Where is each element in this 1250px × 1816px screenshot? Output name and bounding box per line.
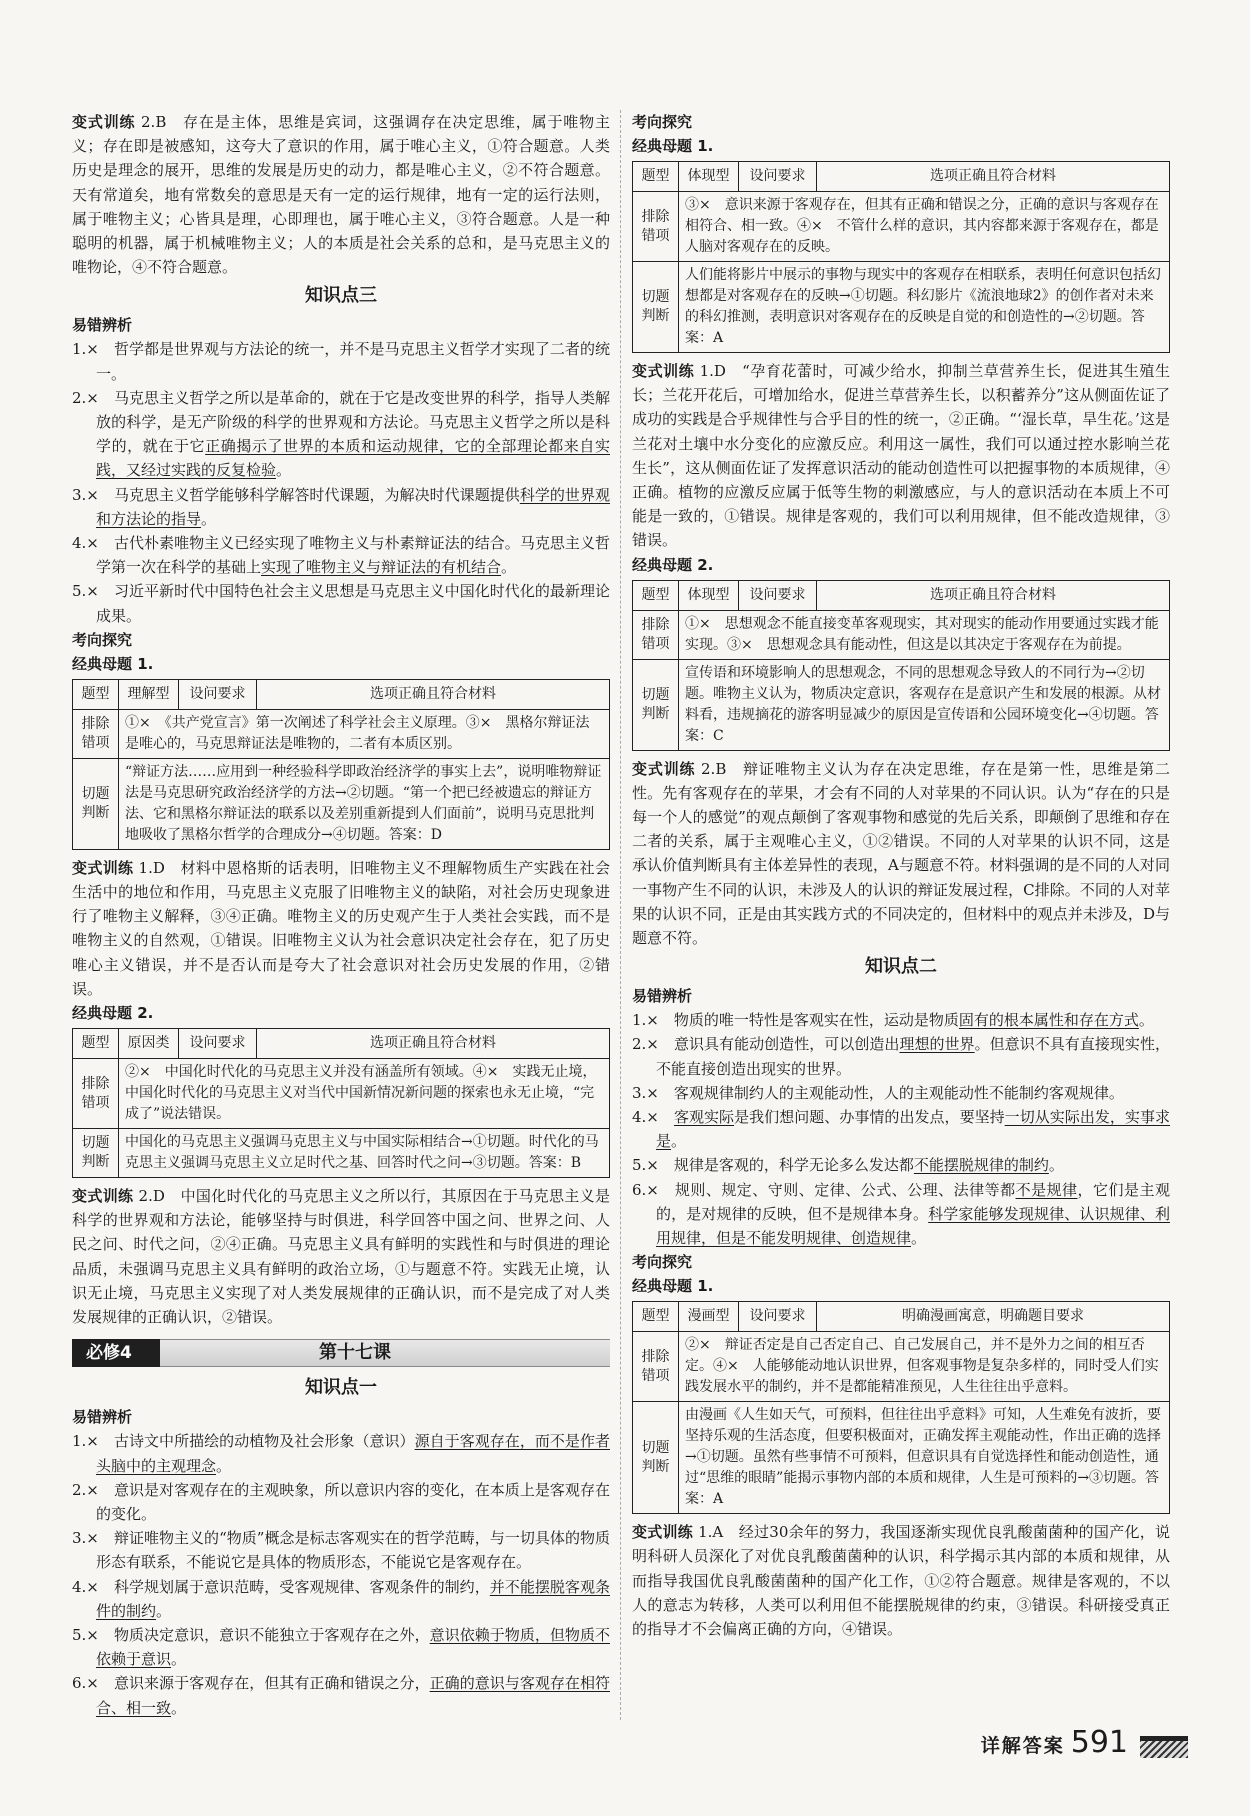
question-label: 经典母题 1. [632, 1277, 714, 1296]
question-label: 经典母题 1. [72, 654, 154, 673]
page-number: 591 [1070, 1725, 1128, 1760]
question-label: 经典母题 2. [632, 555, 714, 574]
banner-tag: 必修4 [72, 1339, 160, 1367]
list-item: 1.× 物质的唯一特性是客观实在性，运动是物质固有的根本属性和存在方式。 [632, 1011, 1154, 1030]
subsection-label: 易错辨析 [72, 1408, 133, 1427]
section-heading: 知识点三 [305, 285, 377, 307]
page-footer [980, 1725, 1188, 1760]
section-heading: 知识点一 [305, 1377, 377, 1399]
analysis-table: 题型 原因类 设问要求 选项正确且符合材料 排除错项 ②× 中国化时代化的马克思主义并没有涵盖所有领域。④× 实践无止境，中国化时代化的马克思主义对当代中国新情况新问题的探索也永无止境，“完成了”说法错误。 切题判断 中国化的马克思主义强调马克思主义与中国实际相结合→①切题。时代化的马克思主义强调马克思主义立足时代之基、回答时代之问→③切题。答案：B [72, 1028, 610, 1178]
list-item: 5.× 规律是客观的，科学无论多么发达都不能摆脱规律的制约。 [632, 1156, 1064, 1175]
exercise-answer: 变式训练 2.D 中国化时代化的马克思主义之所以行，其原因在于马克思主义是科学的世界观和方法论，能够坚持与时俱进，科学回答中国之问、世界之问、人民之问、时代之问，②④正确。马克思主义具有鲜明的实践性和与时俱进的理论品质，未强调马克思主义具有鲜明的政治立场，①与题意不符。实践无止境，认识无止境，马克思主义实现了对人类发展规律的正确认识，而不是完成了对人类发展规律的正确认识，②错误。 [72, 1187, 610, 1327]
analysis-table: 题型 理解型 设问要求 选项正确且符合材料 排除错项 ①× 《共产党宣言》第一次阐述了科学社会主义原理。③× 黑格尔辩证法是唯心的，马克思辩证法是唯物的，二者有本质区别。 切题判断 “辩证方法……应用到一种经验科学即政治经济学的事实上去”，说明唯物辩证法是马克思研究政治经济学的方法→②切题。“第一个把已经被遗忘的辩证方法、它和黑格尔辩证法的联系以及差别重新提到人们面前”，说明马克思批判地吸收了黑格尔哲学的合理成分→④切题。答案：D [72, 679, 610, 850]
analysis-table: 题型 体现型 设问要求 选项正确且符合材料 排除错项 ①× 思想观念不能直接变革客观现实，其对现实的能动作用要通过实践才能实现。③× 思想观念具有能动性，但这是以其决定于客观存在为前提。 切题判断 宣传语和环境影响人的思想观念，不同的思想观念导致人的不同行为→②切题。唯物主义认为，物质决定意识，客观存在是意识产生和发展的根源。从材料看，违规摘花的游客明显减少的原因是宣传语和公园环境变化→④切题。答案：C [632, 580, 1170, 751]
list-item: 2.× 意识是对客观存在的主观映象，所以意识内容的变化，在本质上是客观存在的变化。 [72, 1480, 610, 1523]
exercise-answer: 变式训练 2.B 辩证唯物主义认为存在决定思维，存在是第一性，思维是第二性。先有客观存在的苹果，才会有不同的人对苹果的不同认识。认为“存在的只是每一个人的感觉”的观点颠倒了客观事物和感觉的先后关系，即颠倒了思维和存在二者的关系，属于主观唯心主义，①②错误。不同的人对苹果的认识不同，这是承认价值判断具有主体差异性的表现，A与题意不符。材料强调的是不同的人对同一事物产生不同的认识，未涉及人的认识的辩证发展过程，C排除。不同的人对苹果的认识不同，正是由其实践方式的不同决定的，但材料中的观点并未涉及，D与题意不符。 [632, 759, 1170, 948]
answer-label: 变式训练 [72, 113, 136, 131]
error-analysis-list [632, 1008, 1170, 1250]
footer-decoration [1140, 1736, 1188, 1758]
subsection-label: 考向探究 [72, 630, 133, 649]
analysis-table: 题型 体现型 设问要求 选项正确且符合材料 排除错项 ③× 意识来源于客观存在，但其有正确和错误之分，正确的意识与客观存在相符合、相一致。④× 不管什么样的意识，其内容都来源于客观存在，都是人脑对客观存在的反映。 切题判断 人们能将影片中展示的事物与现实中的客观存在相联系，表明任何意识包括幻想都是对客观存在的反映→①切题。科幻影片《流浪地球2》的创作者对未来的科幻推测，表明意识对客观存在的反映是自觉的和创造性的→②切题。答案：A [632, 161, 1170, 353]
list-item: 2.× 意识具有能动创造性，可以创造出理想的世界。但意识不具有直接现实性，不能直接创造出现实的世界。 [632, 1035, 1170, 1078]
exercise-answer: 变式训练 1.D “孕育花蕾时，可减少给水，抑制兰草营养生长，促进其生殖生长；兰花开花后，可增加给水，促进兰草营养生长，以积蓄养分”这从侧面佐证了成功的实践是合乎规律性与合乎目的性的统一，②正确。“‘湿长草，旱生花。’这是兰花对土壤中水分变化的应激反应。利用这一属性，我们可以通过控水影响兰花生长”，这从侧面佐证了发挥意识活动的能动创造性可以把握事物的本质规律，④正确。植物的应激反应属于低等生物的刺激感应，与人的意识活动在本质上不可能是一致的，①错误。规律是客观的，我们可以利用规律，但不能改造规律，③错误。 [632, 362, 1170, 550]
left-column [72, 110, 610, 1720]
list-item: 6.× 规则、规定、守则、定律、公式、公理、法律等都不是规律，它们是主观的，是对规律的反映，但不是规律本身。科学家能够发现规律、认识规律、利用规律，但是不能发明规律、创造规律。 [632, 1180, 1170, 1248]
column-divider [620, 110, 621, 1720]
exercise-answer: 变式训练 1.A 经过30余年的努力，我国逐渐实现优良乳酸菌菌种的国产化，说明科研人员深化了对优良乳酸菌菌种的认识，科学揭示其内部的本质和规律，从而指导我国优良乳酸菌菌种的国产化工作，①②符合题意。规律是客观的，不以人的意志为转移，人类可以利用但不能摆脱规律的约束，③错误。科研接受真正的指导才不会偏离正确的方向，④错误。 [632, 1523, 1170, 1639]
list-item: 6.× 意识来源于客观存在，但其有正确和错误之分，正确的意识与客观存在相符合、相一致。 [72, 1674, 610, 1717]
subsection-label: 易错辨析 [632, 987, 693, 1006]
exercise-answer [72, 110, 610, 279]
question-label: 经典母题 2. [72, 1004, 154, 1023]
list-item: 1.× 哲学都是世界观与方法论的统一，并不是马克思主义哲学才实现了二者的统一。 [72, 340, 610, 383]
footer-label: 详解答案 [980, 1734, 1065, 1757]
question-label: 经典母题 1. [632, 137, 714, 155]
exercise-answer: 变式训练 1.D 材料中恩格斯的话表明，旧唯物主义不理解物质生产实践在社会生活中的地位和作用，马克思主义克服了旧唯物主义的缺陷，对社会历史现象进行了唯物主义解释，③④正确。唯物主义的历史观产生于人类社会实践，而不是唯物主义的自然观，①错误。旧唯物主义认为社会意识决定社会存在，犯了历史唯心主义错误，并不是否认而是夸大了社会意识对社会历史发展的作用，②错误。 [72, 858, 610, 998]
list-item: 3.× 马克思主义哲学能够科学解答时代课题，为解决时代课题提供科学的世界观和方法论的指导。 [72, 485, 610, 528]
list-item: 4.× 科学规划属于意识范畴，受客观规律、客观条件的制约，并不能摆脱客观条件的制约。 [72, 1577, 610, 1620]
list-item: 4.× 古代朴素唯物主义已经实现了唯物主义与朴素辩证法的结合。马克思主义哲学第一次在科学的基础上实现了唯物主义与辩证法的有机结合。 [72, 534, 610, 577]
list-item: 2.× 马克思主义哲学之所以是革命的，就在于它是改变世界的科学，指导人类解放的科学，是无产阶级的科学的世界观和方法论。马克思主义哲学之所以是科学的，就在于它正确揭示了世界的本质和运动规律，它的全部理论都来自实践，又经过实践的反复检验。 [72, 388, 610, 480]
subsection-label: 易错辨析 [72, 316, 133, 335]
error-analysis-list [72, 1429, 610, 1719]
lesson-banner [72, 1339, 610, 1367]
list-item: 4.× 客观实际是我们想问题、办事情的出发点，要坚持一切从实际出发，实事求是。 [632, 1108, 1170, 1151]
section-heading: 知识点二 [865, 956, 937, 978]
subsection-label: 考向探究 [632, 1253, 693, 1272]
banner-title: 第十七课 [319, 1342, 391, 1364]
error-analysis-list [72, 337, 610, 627]
subsection-label: 考向探究 [632, 113, 693, 131]
list-item: 1.× 古诗文中所描绘的动植物及社会形象（意识）源自于客观存在，而不是作者头脑中的主观理念。 [72, 1432, 610, 1475]
list-item: 3.× 客观规律制约人的主观能动性，人的主观能动性不能制约客观规律。 [632, 1083, 1124, 1102]
answer-text: 2.B 存在是主体，思维是宾词，这强调存在决定思维，属于唯物主义；存在即是被感知，这夸大了意识的作用，属于唯心主义，①符合题意。人类历史是理念的展开，思维的发展是历史的动力，都是唯心主义，②不符合题意。天有常道矣，地有常数矣的意思是天有一定的运行规律，地有一定的运行法则，属于唯物主义；心皆具是理，心即理也，属于唯心主义，③符合题意。人是一种聪明的机器，属于机械唯物主义；人的本质是社会关系的总和，是马克思主义的唯物论，④不符合题意。 [72, 113, 610, 277]
right-column [632, 110, 1170, 1641]
list-item: 3.× 辩证唯物主义的“物质”概念是标志客观实在的哲学范畴，与一切具体的物质形态有联系，不能说它是具体的物质形态，不能说它是客观存在。 [72, 1529, 610, 1572]
list-item: 5.× 习近平新时代中国特色社会主义思想是马克思主义中国化时代化的最新理论成果。 [72, 582, 610, 625]
list-item: 5.× 物质决定意识，意识不能独立于客观存在之外，意识依赖于物质，但物质不依赖于意识。 [72, 1625, 610, 1669]
analysis-table: 题型 漫画型 设问要求 明确漫画寓意，明确题目要求 排除错项 ②× 辩证否定是自己否定自己、自己发展自己，并不是外力之间的相互否定。④× 人能够能动地认识世界，但客观事物是复杂多样的，同时受人们实践发展水平的制约，并不是都能精准预见，人生往往出乎意料。 切题判断 由漫画《人生如天气，可预料，但往往出乎意料》可知，人生难免有波折，要坚持乐观的生活态度，但要积极面对，正确发挥主观能动性，作出正确的选择→①切题。虽然有些事情不可预料，但意识具有自觉选择性和能动创造性，通过“思维的眼睛”能揭示事物内部的本质和规律，人生是可预料的→③切题。答案：A [632, 1301, 1170, 1514]
